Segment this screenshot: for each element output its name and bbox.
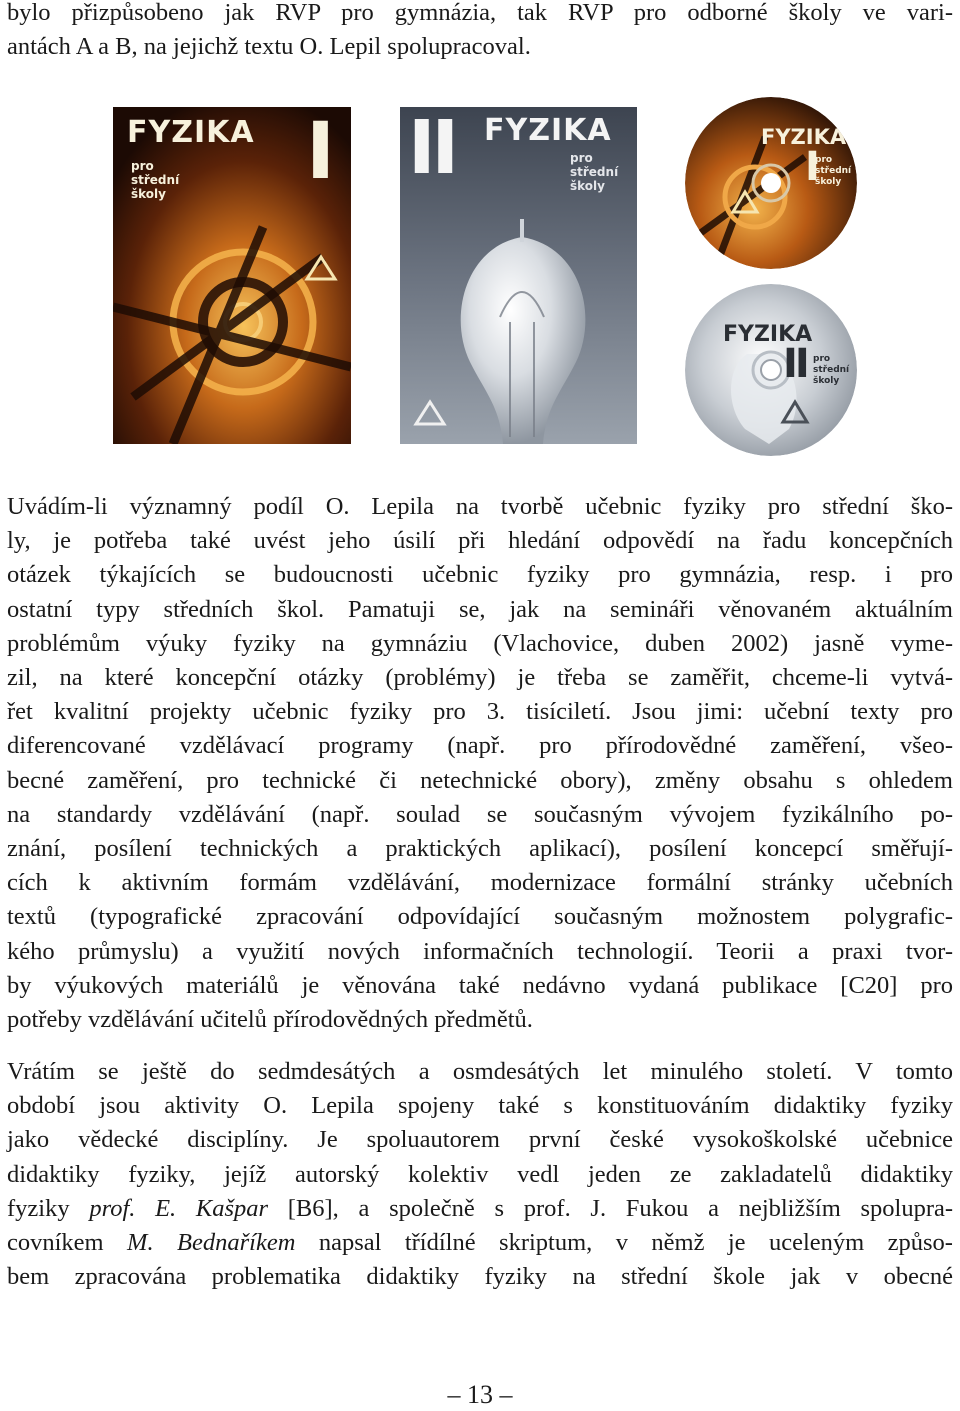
text-segment: napsal třídílné skriptum, v němž je uceleným způso- [295, 1229, 953, 1257]
text-line: didaktiky fyziky, jejíž autorský kolektiv vedl jeden ze zakladatelů didaktiky [7, 1160, 953, 1188]
paragraph-top [7, 0, 953, 64]
disc-subtitle: pro střední školy [815, 155, 852, 187]
text-line [7, 1226, 953, 1260]
text-segment: [B6], a společně s prof. J. Fukou a nejbližším spolupra- [268, 1194, 954, 1222]
cover-subtitle: pro střední školy [570, 151, 619, 193]
text-line: období jsou aktivity O. Lepila spojeny také s konstituováním didaktiky fyziky [7, 1092, 953, 1120]
text-line: ly, je potřeba také uvést jeho úsilí při hledání odpovědí na řadu koncepčních [7, 527, 953, 555]
text-line: problémům výuky fyziky na gymnáziu (Vlachovice, duben 2002) jasně vyme- [7, 629, 953, 657]
text-line: řet kvalitní projekty učebnic fyziky pro 3. tisíciletí. Jsou jimi: učební texty pro [7, 698, 953, 726]
cover-subtitle: pro střední školy [131, 159, 180, 201]
cover-title: FYZIKA [484, 113, 612, 148]
text-line: antách A a B, na jejichž textu O. Lepil spolupracoval. [7, 33, 531, 61]
text-segment: fyziky [7, 1194, 90, 1222]
text-line: na standardy vzdělávání (např. soulad se současným vývojem fyzikálního po- [7, 800, 953, 828]
text-line: becné zaměření, pro technické či netechnické obory), změny obsahu s ohledem [7, 766, 953, 794]
disc-numeral: I [805, 144, 820, 190]
text-line: jako vědecké disciplíny. Je spoluautorem první české vysokoškolské učebnice [7, 1126, 953, 1154]
text-line: cích k aktivním formám vzdělávání, modernizace formální stránky učebních [7, 869, 953, 897]
disc-title: FYZIKA [723, 322, 813, 347]
text-line: otázek týkajících se budoucnosti učebnic fyziky pro gymnázia, resp. i pro [7, 561, 953, 589]
text-line: zil, na které koncepční otázky (problémy) je třeba se zaměřit, chceme-li vytvá- [7, 664, 953, 692]
disc-numeral: II [783, 341, 807, 387]
cd-disc-fyzika-2 [685, 284, 857, 456]
text-line: bem zpracována problematika didaktiky fyziky na střední škole jak v obecné [7, 1263, 953, 1291]
page-number: – 13 – [447, 1380, 513, 1409]
text-line: ostatní typy středních škol. Pamatuji se, jak na semináři věnovaném aktuálním [7, 595, 953, 623]
text-line [7, 1192, 953, 1226]
disc-subtitle: pro střední školy [813, 354, 850, 386]
cover-numeral: I [305, 107, 335, 197]
cover-numeral: II [408, 107, 456, 191]
book-cover-fyzika-2 [400, 107, 637, 444]
text-line: by výukových materiálů je věnována také nedávno vydaná publikace [C20] pro [7, 971, 953, 999]
person-name: prof. E. Kašpar [89, 1194, 269, 1222]
paragraph-textbooks [7, 490, 953, 1037]
text-line: textů (typografické zpracování odpovídající současným možnostem polygrafic- [7, 903, 953, 931]
text-line: bylo přizpůsobeno jak RVP pro gymnázia, tak RVP pro odborné školy ve vari- [7, 0, 953, 26]
disc-title: FYZIKA [761, 125, 847, 149]
text-segment: covníkem [7, 1229, 128, 1257]
text-line: potřeby vzdělávání učitelů přírodovědných předmětů. [7, 1006, 533, 1034]
cd-disc-fyzika-1 [685, 97, 857, 269]
text-line: znání, posílení technických a praktických aplikací), posílení koncepcí směřují- [7, 835, 953, 863]
cover-title: FYZIKA [127, 115, 255, 150]
person-name: M. Bednaříkem [127, 1229, 296, 1257]
book-cover-fyzika-1 [113, 107, 351, 444]
paragraph-didactics [7, 1055, 953, 1294]
text-line: Vrátím se ještě do sedmdesátých a osmdesátých let minulého století. V tomto [7, 1058, 953, 1085]
text-line: kého průmyslu) a využití nových informačních technologií. Teorii a praxi tvor- [7, 937, 953, 965]
text-line: diferencované vzdělávací programy (např. pro přírodovědné zaměření, všeo- [7, 732, 953, 760]
text-line: Uvádím-li významný podíl O. Lepila na tvorbě učebnic fyziky pro střední ško- [7, 493, 953, 520]
